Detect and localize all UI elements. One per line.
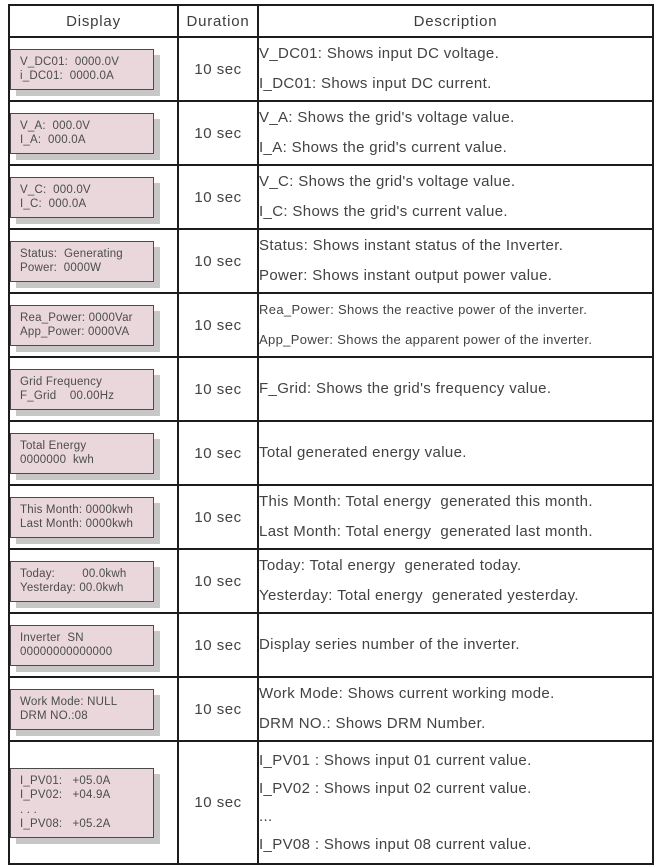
table-row xyxy=(9,613,653,677)
lcd-line: Status: Generating xyxy=(20,247,123,260)
lcd-line: Total Energy xyxy=(20,439,87,452)
lcd-line: 0000000 kwh xyxy=(20,454,95,466)
display-cell xyxy=(9,229,178,293)
column-header-display: Display xyxy=(9,5,178,37)
lcd-screen xyxy=(10,49,154,90)
lcd-screen xyxy=(10,305,154,346)
lcd-line: Work Mode: NULL xyxy=(20,695,118,708)
lcd-screen xyxy=(10,241,154,282)
display-cell xyxy=(9,357,178,421)
description-line: Last Month: Total energy generated last month. xyxy=(259,523,593,540)
lcd-screen xyxy=(10,369,154,410)
description-cell xyxy=(258,741,653,864)
lcd-line: Rea_Power: 0000Var xyxy=(20,311,133,324)
lcd-display-spec-table xyxy=(8,4,654,865)
description-line: Power: Shows instant output power value. xyxy=(259,267,553,284)
duration-cell: 10 sec xyxy=(178,613,258,677)
description-line: V_C: Shows the grid's voltage value. xyxy=(259,173,516,190)
duration-cell: 10 sec xyxy=(178,741,258,864)
lcd-line: V_DC01: 0000.0V xyxy=(20,55,120,68)
duration-cell: 10 sec xyxy=(178,101,258,165)
lcd-line: I_PV02: +04.9A xyxy=(20,789,111,801)
duration-cell: 10 sec xyxy=(178,485,258,549)
description-line: Rea_Power: Shows the reactive power of the inverter. xyxy=(259,302,588,317)
description-line: I_A: Shows the grid's current value. xyxy=(259,139,508,156)
display-cell xyxy=(9,421,178,485)
duration-cell: 10 sec xyxy=(178,357,258,421)
lcd-line: . . . xyxy=(20,803,37,816)
duration-cell: 10 sec xyxy=(178,549,258,613)
lcd-line: I_A: 000.0A xyxy=(20,134,86,146)
display-cell xyxy=(9,549,178,613)
description-cell xyxy=(258,229,653,293)
lcd-screen xyxy=(10,768,154,838)
lcd-line: V_A: 000.0V xyxy=(20,119,91,132)
lcd-line: This Month: 0000kwh xyxy=(20,503,134,516)
lcd-line: Today: 00.0kwh xyxy=(20,567,127,580)
column-header-duration: Duration xyxy=(178,5,258,37)
lcd-screen xyxy=(10,497,154,538)
lcd-screen xyxy=(10,561,154,602)
lcd-line: Power: 0000W xyxy=(20,262,102,274)
description-line: DRM NO.: Shows DRM Number. xyxy=(259,715,486,732)
description-line: I_DC01: Shows input DC current. xyxy=(259,75,492,92)
duration-cell: 10 sec xyxy=(178,229,258,293)
lcd-line: F_Grid 00.00Hz xyxy=(20,390,115,402)
description-line: Work Mode: Shows current working mode. xyxy=(259,685,555,702)
lcd-screen xyxy=(10,113,154,154)
description-line: Today: Total energy generated today. xyxy=(259,557,522,574)
description-line: Yesterday: Total energy generated yesterday. xyxy=(259,587,579,604)
lcd-line: i_DC01: 0000.0A xyxy=(20,70,114,82)
duration-cell: 10 sec xyxy=(178,677,258,741)
lcd-line: Last Month: 0000kwh xyxy=(20,518,134,530)
duration-cell: 10 sec xyxy=(178,165,258,229)
description-cell xyxy=(258,357,653,421)
lcd-line: App_Power: 0000VA xyxy=(20,326,130,338)
lcd-line: I_PV01: +05.0A xyxy=(20,774,111,787)
description-line: I_PV08 : Shows input 08 current value. xyxy=(259,835,532,853)
description-cell xyxy=(258,613,653,677)
display-cell xyxy=(9,101,178,165)
description-line: V_A: Shows the grid's voltage value. xyxy=(259,109,515,126)
table-row xyxy=(9,485,653,549)
description-cell xyxy=(258,677,653,741)
description-cell xyxy=(258,485,653,549)
description-cell xyxy=(258,165,653,229)
table-row xyxy=(9,549,653,613)
duration-cell: 10 sec xyxy=(178,293,258,357)
lcd-line: Yesterday: 00.0kwh xyxy=(20,582,124,594)
table-row xyxy=(9,741,653,864)
duration-cell: 10 sec xyxy=(178,421,258,485)
description-line: I_PV02 : Shows input 02 current value. xyxy=(259,779,532,797)
table-row xyxy=(9,229,653,293)
duration-cell: 10 sec xyxy=(178,37,258,101)
table-row xyxy=(9,101,653,165)
description-line: App_Power: Shows the apparent power of the inverter. xyxy=(259,332,593,347)
description-line: Status: Shows instant status of the Inverter. xyxy=(259,237,564,254)
description-cell xyxy=(258,293,653,357)
table-row xyxy=(9,165,653,229)
table-row xyxy=(9,37,653,101)
table-row xyxy=(9,677,653,741)
lcd-line: I_C: 000.0A xyxy=(20,198,87,210)
table-body xyxy=(9,37,653,864)
description-cell xyxy=(258,421,653,485)
display-cell xyxy=(9,485,178,549)
description-cell xyxy=(258,37,653,101)
table-row xyxy=(9,293,653,357)
display-cell xyxy=(9,613,178,677)
description-cell xyxy=(258,549,653,613)
display-cell xyxy=(9,293,178,357)
lcd-screen xyxy=(10,689,154,730)
description-line: V_DC01: Shows input DC voltage. xyxy=(259,45,500,62)
lcd-screen xyxy=(10,433,154,474)
lcd-line: Grid Frequency xyxy=(20,375,103,388)
display-cell xyxy=(9,165,178,229)
display-cell xyxy=(9,741,178,864)
table-header xyxy=(9,5,653,37)
lcd-screen xyxy=(10,625,154,666)
description-line: Total generated energy value. xyxy=(259,444,467,461)
display-cell xyxy=(9,677,178,741)
description-line: ... xyxy=(259,807,273,825)
lcd-line: 00000000000000 xyxy=(20,646,113,658)
description-line: I_C: Shows the grid's current value. xyxy=(259,203,508,220)
header-row xyxy=(9,5,653,37)
table-row xyxy=(9,421,653,485)
column-header-description: Description xyxy=(258,5,653,37)
table-row xyxy=(9,357,653,421)
lcd-line: V_C: 000.0V xyxy=(20,183,91,196)
description-line: I_PV01 : Shows input 01 current value. xyxy=(259,751,532,769)
lcd-line: Inverter SN xyxy=(20,631,84,644)
lcd-line: DRM NO.:08 xyxy=(20,710,88,722)
display-cell xyxy=(9,37,178,101)
description-cell xyxy=(258,101,653,165)
description-line: Display series number of the inverter. xyxy=(259,636,520,653)
lcd-line: I_PV08: +05.2A xyxy=(20,818,111,830)
lcd-screen xyxy=(10,177,154,218)
description-line: This Month: Total energy generated this month. xyxy=(259,493,593,510)
description-line: F_Grid: Shows the grid's frequency value. xyxy=(259,380,552,397)
